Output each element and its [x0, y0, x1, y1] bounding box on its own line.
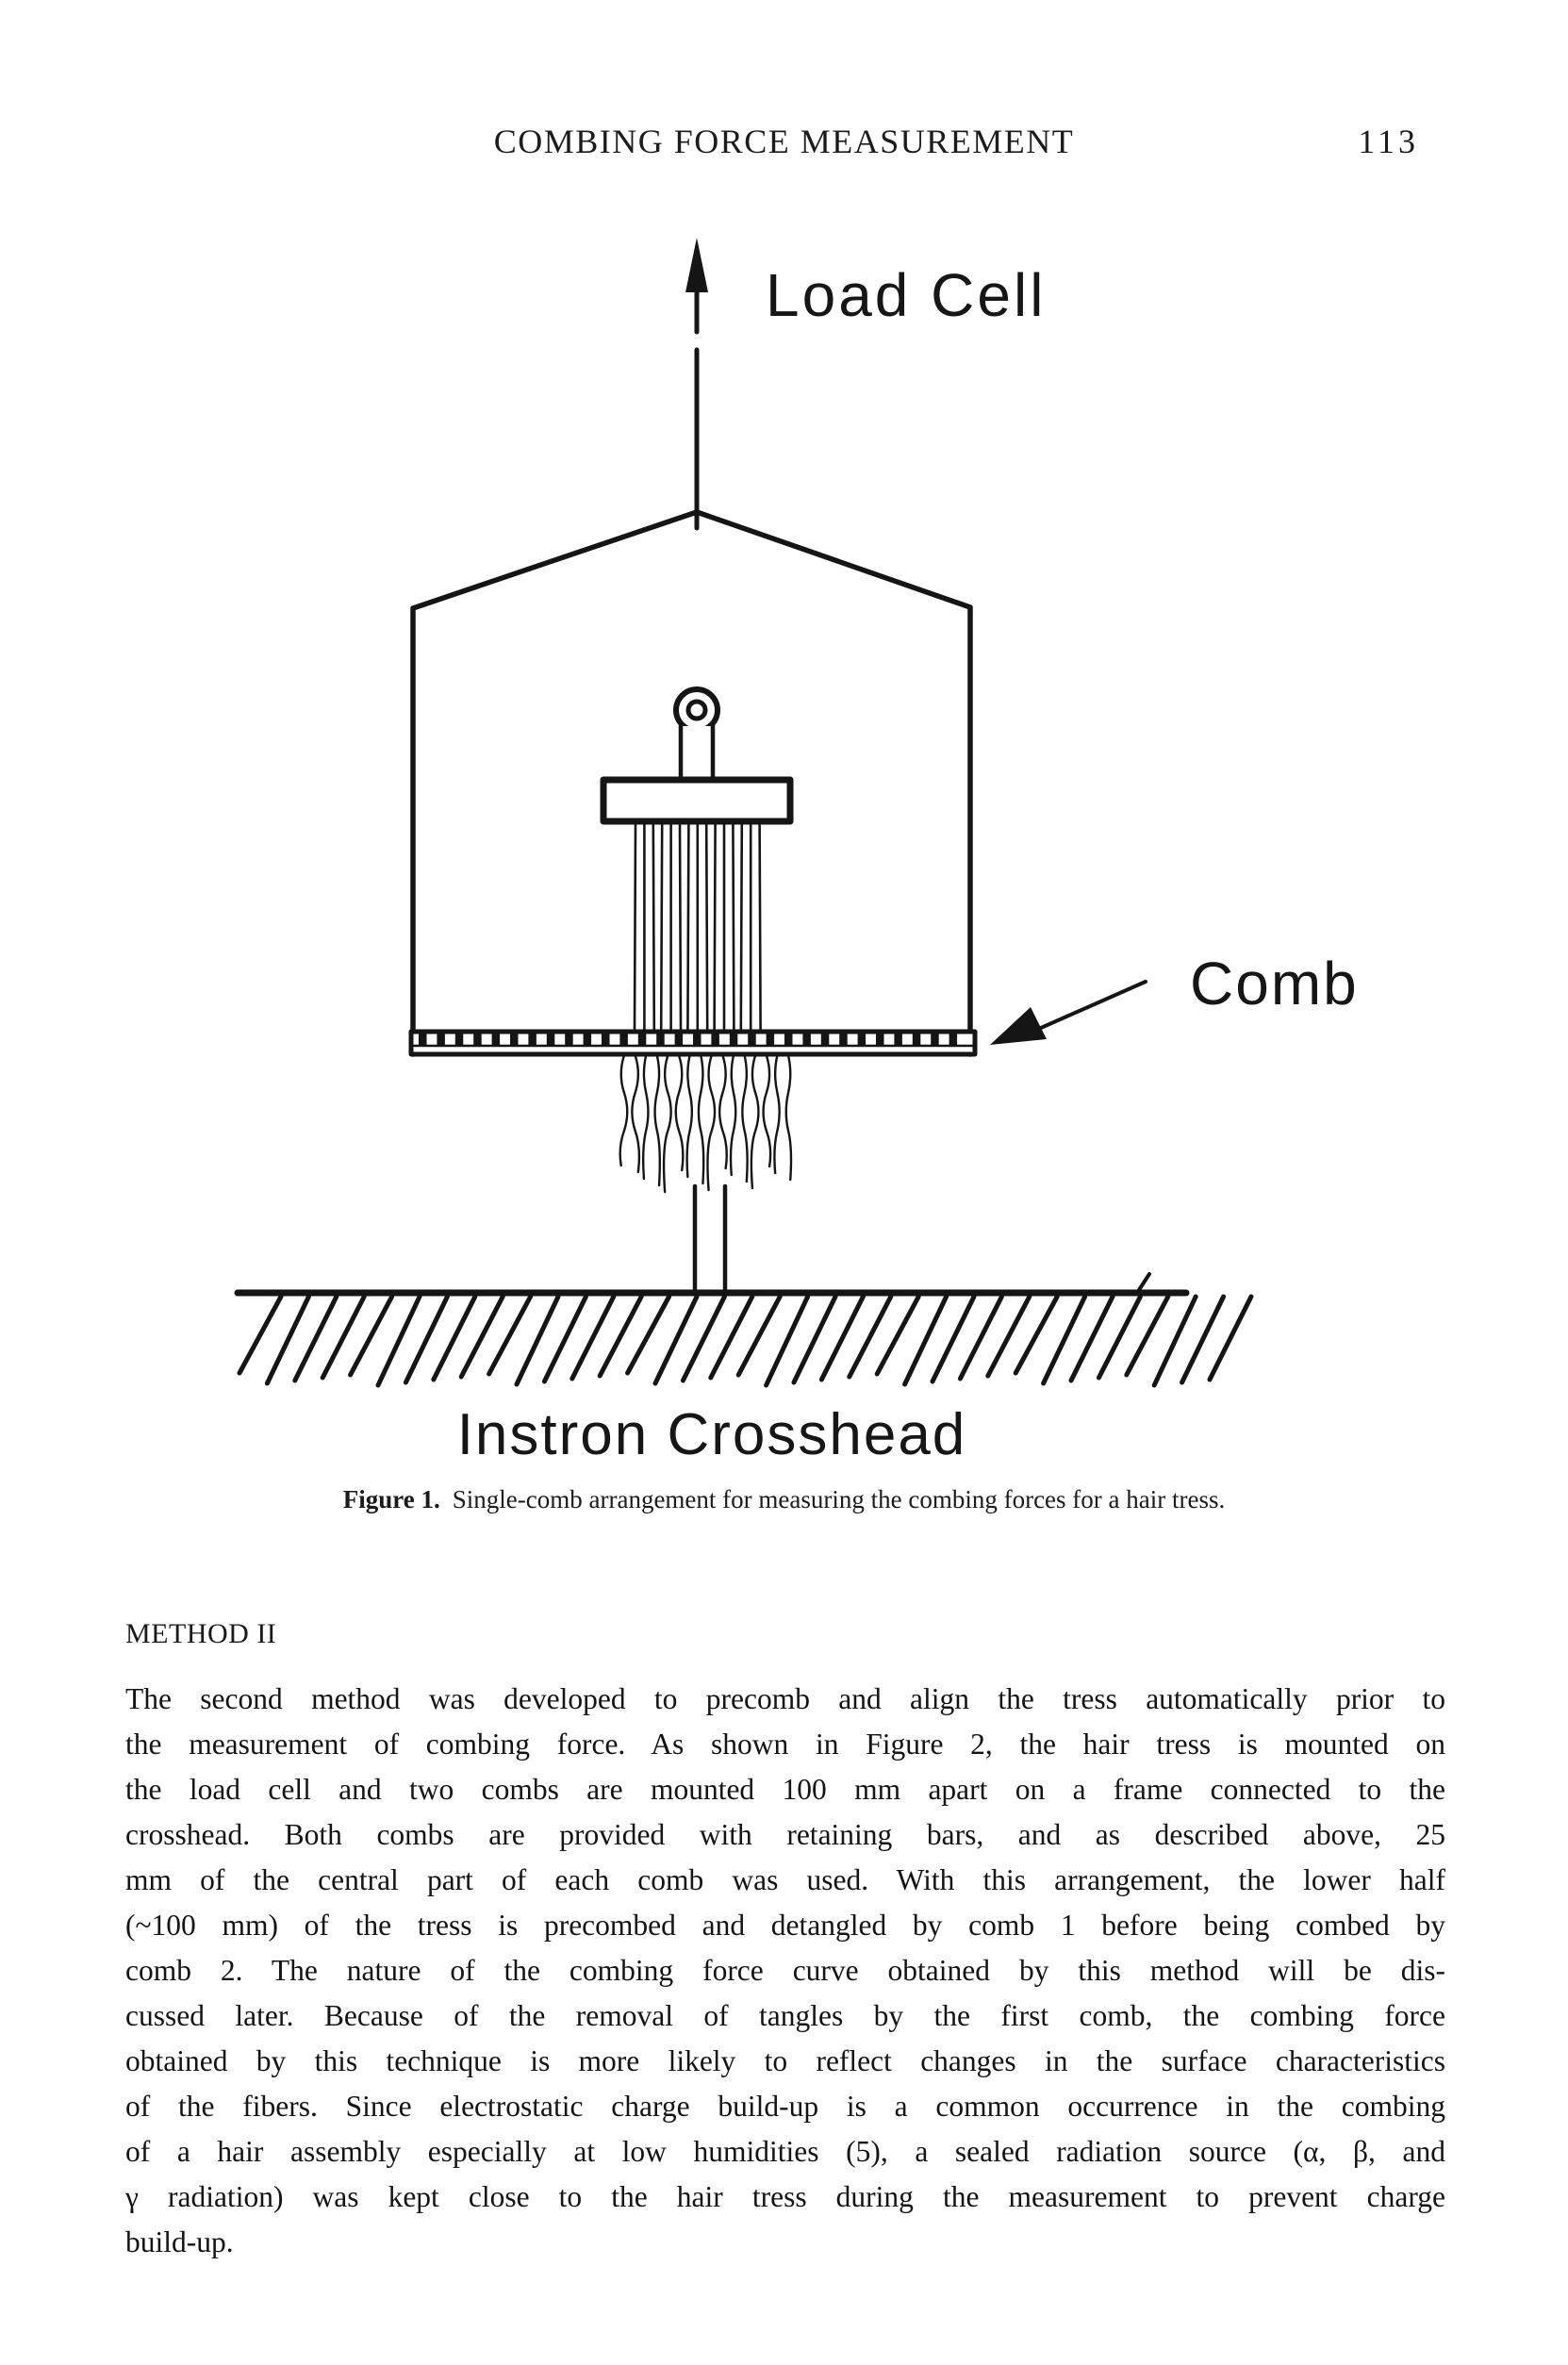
- clamp-bar: [603, 780, 790, 821]
- load-cell-label: Load Cell: [766, 261, 1047, 329]
- paragraph-line: crosshead. Both combs are provided with retaining bars, and as described above, 25: [125, 1818, 1445, 1851]
- paragraph-line: of the fibers. Since electrostatic charge build-up is a common occurrence in the combing: [125, 2090, 1445, 2123]
- body-paragraph: [125, 1677, 1445, 2265]
- paragraph-line: the load cell and two combs are mounted 100 mm apart on a frame connected to the: [125, 1773, 1445, 1806]
- ground-hatching: [239, 1297, 1251, 1385]
- figure-caption-label: Figure 1.: [342, 1485, 440, 1513]
- comb-pointer-arrow-icon: [990, 982, 1146, 1045]
- hair-tress-lower: [620, 1055, 791, 1192]
- figure-caption-text: Single-comb arrangement for measuring the combing forces for a hair tress.: [452, 1485, 1226, 1513]
- hair-tress-upper: [635, 823, 761, 1030]
- paragraph-line: build-up.: [125, 2225, 234, 2258]
- paragraph-line: cussed later. Because of the removal of tangles by the first comb, the combing force: [125, 1999, 1445, 2032]
- page-number: 113: [1358, 123, 1419, 160]
- crosshead-post: [695, 1186, 725, 1294]
- paragraph-line: The second method was developed to precomb and align the tress automatically prior to: [125, 1682, 1445, 1715]
- running-head: [0, 121, 1568, 162]
- paragraph-line: of a hair assembly especially at low humidities (5), a sealed radiation source (α, β, and: [125, 2135, 1445, 2168]
- page-title: COMBING FORCE MEASUREMENT: [493, 123, 1075, 160]
- crosshead-label: Instron Crosshead: [456, 1402, 967, 1467]
- section-heading: METHOD II: [125, 1618, 277, 1649]
- paragraph-line: (~100 mm) of the tress is precombed and detangled by comb 1 before being combed by: [125, 1909, 1445, 1942]
- figure-caption: [0, 1480, 1568, 1518]
- comb-bar: [411, 1032, 975, 1054]
- load-cell-arrow-icon: [685, 238, 708, 528]
- paragraph-line: γ radiation) was kept close to the hair tress during the measurement to prevent charge: [125, 2180, 1445, 2213]
- figure-1-diagram: [0, 217, 1568, 1471]
- paragraph-line: comb 2. The nature of the combing force curve obtained by this method will be dis-: [125, 1954, 1445, 1987]
- paragraph-line: mm of the central part of each comb was used. With this arrangement, the lower half: [125, 1863, 1445, 1896]
- comb-label: Comb: [1190, 950, 1359, 1017]
- paragraph-line: obtained by this technique is more likely to reflect changes in the surface characteristics: [125, 2044, 1445, 2077]
- paragraph-line: the measurement of combing force. As shown in Figure 2, the hair tress is mounted on: [125, 1728, 1445, 1761]
- crosshead-ground: [238, 1274, 1251, 1385]
- tress-hanger: [676, 689, 718, 780]
